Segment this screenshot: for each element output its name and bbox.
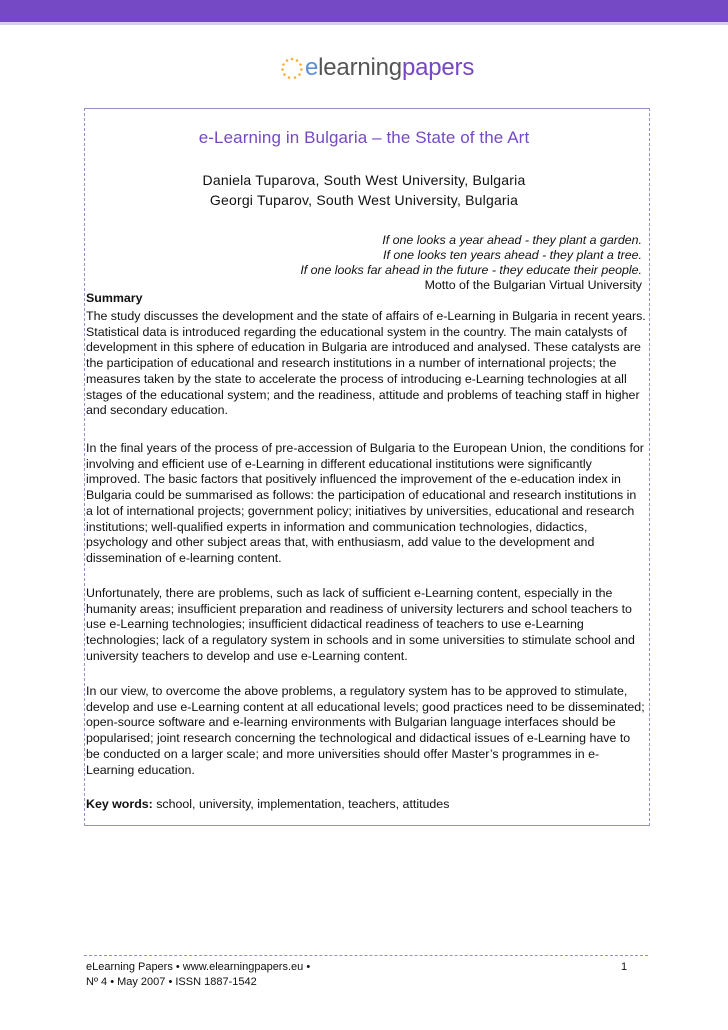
logo-papers: papers [401,54,475,81]
elearningpapers-logo [280,52,474,84]
keywords-value: school, university, implementation, teachers, attitudes [152,797,450,811]
motto-line-1: If one looks a year ahead - they plant a garden. [382,233,642,247]
page-number: 1 [621,961,628,973]
footer-divider [84,955,648,956]
summary-paragraph-2: In the final years of the process of pre-accession of Bulgaria to the European Union, the conditions for involving and efficient use of e-Learning in different educational institutions were significantly improved. The basic factors that positively influenced the improvement of the e-education index in Bulgaria could be summarised as follows: the participation of educational and research institutions in a lot of international projects; government policy; initiatives by universities, educational and research institutions; well-qualified experts in information and communication technologies, didactics, psychology and other subject areas that, with enthusiasm, add value to the development and dissemination of e-learning content. [86,441,644,565]
summary-paragraph-1: The study discusses the development and the state of affairs of e-Learning in Bulgaria in recent years. Statistical data is introduced regarding the educational system in the country. The main catalysts of development in this sphere of education in Bulgaria are introduced and analysed. These catalysts are the participation of educational and research institutions in a number of international projects; the measures taken by the state to accelerate the process of introducing e-Learning technologies at all stages of the educational system; and the readiness, attitude and problems of teaching staff in higher and secondary education. [86,309,646,418]
logo-e: e [305,54,319,81]
motto-line-2: If one looks ten years ahead - they plant a tree. [383,248,642,262]
footer-line-2: Nº 4 • May 2007 • ISSN 1887-1542 [86,976,257,988]
summary-paragraph-3: Unfortunately, there are problems, such as lack of sufficient e-Learning content, especially in the humanity areas; insufficient preparation and readiness of university lecturers and school teachers to use e-Learning technologies; insufficient didactical readiness of teachers to use e-Learning technologies; lack of a regulatory system in schools and in some universities to stimulate school and university teachers to develop and use e-Learning content. [86,586,635,663]
logo-dots-icon [280,56,304,80]
logo-learning: learning [318,54,402,81]
motto-credit: Motto of the Bulgarian Virtual University [424,278,642,292]
keywords [86,797,449,811]
author-1: Daniela Tuparova, South West University, Bulgaria [202,172,526,188]
keywords-label: Key words: [86,797,153,811]
summary-heading: Summary [86,291,143,305]
author-2: Georgi Tuparov, South West University, Bulgaria [209,192,519,208]
footer-info [86,960,310,990]
motto-line-3: If one looks far ahead in the future - they educate their people. [300,263,642,277]
top-color-band [0,0,728,22]
article-title: e-Learning in Bulgaria – the State of the Art [198,128,530,147]
top-band-shadow [0,22,728,25]
summary-paragraph-4: In our view, to overcome the above problems, a regulatory system has to be approved to stimulate, develop and use e-Learning content at all educational levels; good practices need to be disseminated; open-source software and e-learning environments with Bulgarian language interfaces should be popularised; joint research concerning the technological and didactical issues of e-Learning have to be conducted on a larger scale; and more universities should offer Master’s programmes in e-Learning education. [86,684,645,777]
footer-line-1: eLearning Papers • www.elearningpapers.eu • [86,961,311,973]
